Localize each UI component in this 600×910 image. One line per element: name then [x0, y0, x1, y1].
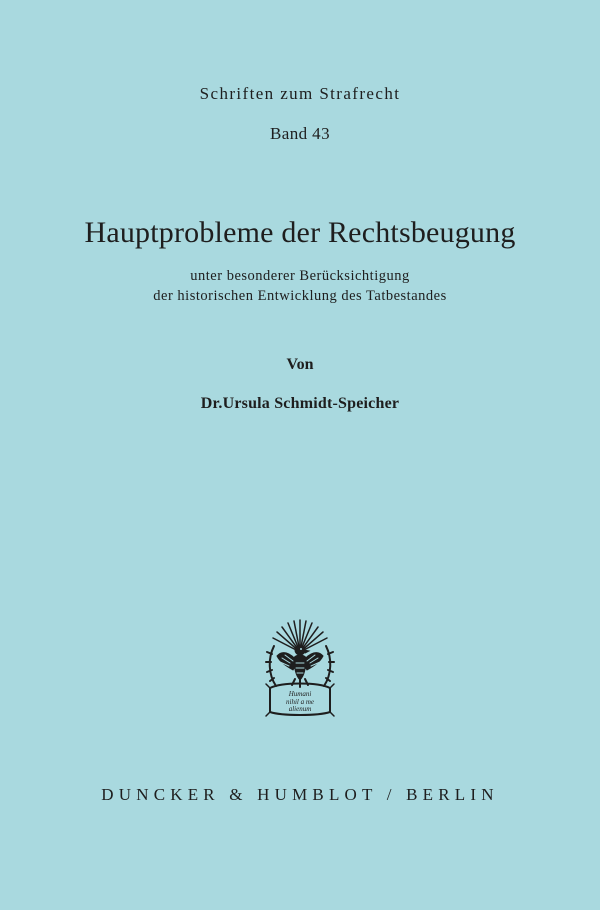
subtitle-line: der historischen Entwicklung des Tatbestandes	[153, 288, 447, 304]
emblem-banner-line: alienum	[288, 705, 312, 713]
eagle-emblem-icon	[260, 616, 340, 718]
subtitle-line: unter besonderer Berücksichtigung	[190, 268, 410, 284]
book-title: Hauptprobleme der Rechtsbeugung	[84, 216, 516, 249]
publisher-imprint: DUNCKER & HUMBLOT / BERLIN	[101, 785, 499, 804]
emblem-banner-line: Humani	[288, 690, 312, 698]
author-name: Dr.Ursula Schmidt-Speicher	[200, 395, 400, 412]
by-label: Von	[286, 356, 314, 373]
volume-number: Band 43	[270, 124, 330, 143]
series-title: Schriften zum Strafrecht	[199, 84, 401, 103]
book-subtitle	[0, 266, 600, 306]
emblem-banner-line: nihil a me	[286, 698, 314, 706]
eagle-emblem-graphic	[260, 616, 340, 718]
